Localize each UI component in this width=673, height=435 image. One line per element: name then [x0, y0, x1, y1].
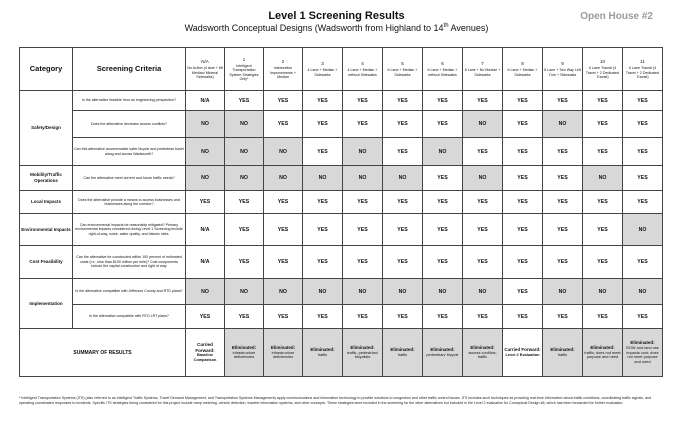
table-row — [20, 111, 663, 138]
alternative-name: 4 Lane + Median + without Sidewalks — [347, 68, 378, 77]
summary-cell — [186, 329, 225, 377]
alternative-name: Intelligent Transportation System Strategies Only* — [229, 64, 259, 81]
result-cell: YES — [423, 91, 463, 111]
result-cell: YES — [225, 91, 264, 111]
result-cell: YES — [503, 279, 543, 305]
result-cell: YES — [503, 111, 543, 138]
result-cell: YES — [623, 191, 663, 214]
result-cell: N/A — [186, 91, 225, 111]
result-cell: YES — [543, 91, 583, 111]
result-cell: YES — [583, 111, 623, 138]
alternative-name: Intersection Improvements + Median — [270, 66, 296, 79]
result-cell: YES — [264, 214, 303, 246]
criteria-cell: Can the alternative meet current and future traffic needs? — [73, 166, 186, 191]
alternative-number: 11 — [640, 59, 645, 65]
result-cell: YES — [503, 305, 543, 329]
category-cell: Safety/Design — [20, 91, 73, 166]
result-cell: NO — [186, 138, 225, 166]
result-cell: YES — [623, 111, 663, 138]
category-cell: Local Impacts — [20, 191, 73, 214]
page-header — [0, 10, 673, 40]
summary-cell — [303, 329, 343, 377]
result-cell: YES — [383, 111, 423, 138]
result-cell: YES — [583, 246, 623, 279]
result-cell: YES — [463, 91, 503, 111]
result-cell: NO — [543, 279, 583, 305]
alternative-name: 6 Lane + Median + without Sidewalks — [427, 68, 458, 77]
result-cell: YES — [423, 191, 463, 214]
table-header-row — [20, 48, 663, 91]
result-cell: YES — [623, 305, 663, 329]
alternative-number: 2 — [281, 59, 285, 65]
result-cell: YES — [383, 191, 423, 214]
summary-cell — [583, 329, 623, 377]
result-cell: NO — [225, 138, 264, 166]
alternative-name: 6 Lane + Median + Sidewalks — [507, 68, 538, 77]
result-cell: NO — [423, 138, 463, 166]
table-row — [20, 214, 663, 246]
summary-reason: pedestrian/ bicycle — [426, 351, 459, 357]
summary-reason: infrastructure deficiencies — [271, 349, 295, 360]
alternative-number: 3 — [321, 61, 324, 67]
alternative-number: 8 — [521, 61, 524, 67]
result-cell: YES — [583, 191, 623, 214]
alternative-column-header — [186, 48, 225, 91]
table-row — [20, 91, 663, 111]
result-cell: NO — [343, 138, 383, 166]
result-cell: NO — [264, 166, 303, 191]
alternative-column-header — [423, 48, 463, 91]
summary-reason: traffic, pedestrian/ bicyclists — [347, 349, 378, 360]
alternative-name: 6 Lane Transit (4 Travel + 2 Dedicated Transit) — [625, 66, 660, 79]
result-cell: YES — [383, 138, 423, 166]
alternative-column-header — [583, 48, 623, 91]
result-cell: YES — [423, 166, 463, 191]
criteria-cell: Can this alternative accommodate safer bicycle and pedestrian travel along and across Wadsworth? — [73, 138, 186, 166]
result-cell: YES — [583, 138, 623, 166]
alternative-name: 4 Lane + Median + Sidewalks — [307, 68, 338, 77]
summary-reason: Baseline Comparison — [193, 352, 217, 362]
category-cell: Cost Feasibility — [20, 246, 73, 279]
category-cell: Mobility/Traffic Operations — [20, 166, 73, 191]
result-cell: NO — [543, 111, 583, 138]
alternative-number: 7 — [481, 61, 484, 67]
summary-status: Eliminated: — [430, 347, 455, 353]
result-cell: YES — [303, 305, 343, 329]
category-column-header: Category — [20, 48, 73, 91]
result-cell: YES — [543, 214, 583, 246]
alternative-name: 6 Lane Transit (4 Travel + 2 Dedicated Transit) — [585, 66, 620, 79]
result-cell: YES — [543, 246, 583, 279]
result-cell: YES — [186, 191, 225, 214]
result-cell: YES — [264, 111, 303, 138]
result-cell: YES — [225, 246, 264, 279]
summary-reason: Level 2 Evaluation — [505, 351, 540, 357]
alternative-number: 1 — [242, 57, 246, 63]
footnote: * Intelligent Transportation Systems (ITS) (also referred to as Intelligent Traffic Systems, Travel Demand Management, and Transportation Systems Management) apply communications and information technology to provide solutions to congestion and other traffic control issues. ITS includes such techniques as providing real-time information about traffic conditions, coordinating traffic signals, and operating coordinated responses to incidents. Specific ITS strategies being considered for this project include ramp metering, vehicle detection, traveler information systems, and other concepts. These strategies were included in the screening for the other alternatives but included in the Level 2 evaluation for Conceptual Design #8, which has been forwarded for further evaluation. — [19, 396, 651, 405]
summary-reason: ROW and land use impacts cost; does not meet purpose and need — [626, 344, 659, 364]
summary-reason: infrastructure deficiencies — [232, 349, 256, 360]
result-cell: NO — [186, 166, 225, 191]
summary-cell — [343, 329, 383, 377]
result-cell: YES — [264, 305, 303, 329]
open-house-label: Open House #2 — [580, 11, 653, 22]
summary-cell — [423, 329, 463, 377]
summary-status: Eliminated: — [350, 345, 375, 351]
summary-status: Eliminated: — [470, 345, 495, 351]
result-cell: YES — [543, 166, 583, 191]
summary-reason: traffic — [397, 351, 408, 357]
table-row — [20, 246, 663, 279]
alternative-column-header — [264, 48, 303, 91]
summary-cell — [543, 329, 583, 377]
summary-status: Eliminated: — [390, 347, 415, 353]
alternative-column-header — [343, 48, 383, 91]
alternative-number: N/A — [201, 59, 209, 65]
result-cell: YES — [264, 191, 303, 214]
summary-status: Eliminated: — [550, 347, 575, 353]
summary-label: SUMMARY OF RESULTS — [20, 329, 186, 377]
result-cell: YES — [225, 191, 264, 214]
table-row — [20, 305, 663, 329]
summary-status: Eliminated: — [231, 345, 257, 351]
result-cell: NO — [343, 166, 383, 191]
result-cell: YES — [503, 191, 543, 214]
result-cell: YES — [623, 246, 663, 279]
result-cell: NO — [343, 279, 383, 305]
result-cell: YES — [264, 246, 303, 279]
summary-status: Eliminated: — [310, 347, 335, 353]
result-cell: NO — [225, 111, 264, 138]
result-cell: YES — [423, 214, 463, 246]
result-cell: YES — [343, 191, 383, 214]
summary-status: Carried Forward: — [504, 347, 541, 353]
result-cell: YES — [583, 91, 623, 111]
alternative-column-header — [463, 48, 503, 91]
result-cell: NO — [186, 111, 225, 138]
summary-status: Eliminated: — [590, 345, 615, 351]
alternative-column-header — [303, 48, 343, 91]
result-cell: YES — [225, 305, 264, 329]
alternative-column-header — [225, 48, 264, 91]
result-cell: YES — [543, 138, 583, 166]
summary-row — [20, 329, 663, 377]
result-cell: NO — [383, 279, 423, 305]
table-row — [20, 279, 663, 305]
result-cell: YES — [225, 214, 264, 246]
result-cell: YES — [623, 138, 663, 166]
result-cell: YES — [503, 166, 543, 191]
summary-reason: access conflicts, traffic — [468, 349, 497, 360]
result-cell: YES — [463, 214, 503, 246]
result-cell: YES — [186, 305, 225, 329]
alternative-name: 6 Lane + No Median + Sidewalks — [464, 68, 501, 77]
result-cell: YES — [343, 214, 383, 246]
result-cell: NO — [423, 279, 463, 305]
result-cell: YES — [623, 91, 663, 111]
result-cell: YES — [383, 91, 423, 111]
result-cell: NO — [225, 279, 264, 305]
result-cell: YES — [303, 191, 343, 214]
page-subtitle — [0, 23, 673, 33]
result-cell: NO — [383, 166, 423, 191]
summary-cell — [623, 329, 663, 377]
alternative-number: 6 — [441, 61, 444, 67]
summary-cell — [383, 329, 423, 377]
result-cell: YES — [383, 214, 423, 246]
summary-status: Eliminated: — [270, 345, 296, 351]
result-cell: YES — [463, 305, 503, 329]
result-cell: YES — [423, 111, 463, 138]
result-cell: NO — [186, 279, 225, 305]
result-cell: NO — [225, 166, 264, 191]
result-cell: YES — [463, 138, 503, 166]
result-cell: YES — [343, 111, 383, 138]
result-cell: YES — [583, 305, 623, 329]
criteria-cell: Can the alternative be constructed within 100 percent of estimated costs (i.e., less than $100 million per mile)? Cost components include the capital construction and right of way. — [73, 246, 186, 279]
result-cell: YES — [303, 246, 343, 279]
result-cell: YES — [383, 246, 423, 279]
table-row — [20, 166, 663, 191]
criteria-cell: Does the alternative provide a means to access businesses and businesses along the corridor? — [73, 191, 186, 214]
result-cell: YES — [463, 246, 503, 279]
result-cell: NO — [264, 138, 303, 166]
alternative-number: 4 — [361, 61, 364, 67]
summary-reason: traffic — [557, 351, 568, 357]
result-cell: YES — [423, 246, 463, 279]
result-cell: NO — [623, 214, 663, 246]
page-title: Level 1 Screening Results — [268, 10, 405, 22]
subtitle-suffix: th — [443, 23, 449, 29]
category-cell: Implementation — [20, 279, 73, 329]
alternative-number: 10 — [599, 59, 605, 65]
summary-cell — [264, 329, 303, 377]
criteria-cell: Is the alternative compatible with Jefferson County and RTD plans? — [73, 279, 186, 305]
alternative-name: 6 Lane + Median + Sidewalks — [387, 68, 418, 77]
subtitle-main: Wadsworth Conceptual Designs (Wadsworth from Highland to 14 — [184, 23, 444, 33]
summary-status: Eliminated: — [630, 340, 655, 346]
screening-results-table — [19, 47, 663, 377]
result-cell: YES — [264, 91, 303, 111]
alternative-column-header — [623, 48, 663, 91]
alternative-column-header — [543, 48, 583, 91]
result-cell: YES — [303, 91, 343, 111]
result-cell: NO — [583, 166, 623, 191]
criteria-cell: Can environmental impacts be reasonably mitigated? Primary environmental impacts considered during Level 1 Screening include right-of-way, noise, water quality, and historic sites. — [73, 214, 186, 246]
result-cell: YES — [503, 214, 543, 246]
result-cell: YES — [343, 91, 383, 111]
category-cell: Environmental Impacts — [20, 214, 73, 246]
alternative-name: No Action (4 lane + 6ft Median/ Minimal Sidewalks) — [187, 66, 223, 79]
result-cell: YES — [303, 214, 343, 246]
result-cell: YES — [343, 305, 383, 329]
summary-cell — [503, 329, 543, 377]
result-cell: N/A — [186, 246, 225, 279]
criteria-cell: Does the alternative decrease access conflicts? — [73, 111, 186, 138]
summary-reason: traffic — [317, 351, 328, 357]
alternative-number: 9 — [561, 61, 564, 67]
table-row — [20, 138, 663, 166]
alternative-column-header — [503, 48, 543, 91]
criteria-column-header: Screening Criteria — [73, 48, 186, 91]
alternative-number: 5 — [401, 61, 404, 67]
result-cell: NO — [463, 166, 503, 191]
table-row — [20, 191, 663, 214]
alternative-name: 6 Lane + Two Way Left Turn + Sidewalks — [544, 68, 581, 77]
result-cell: NO — [463, 279, 503, 305]
result-cell: YES — [503, 246, 543, 279]
criteria-cell: Is the alternative compatible with RTD LRT plans? — [73, 305, 186, 329]
result-cell: YES — [303, 111, 343, 138]
result-cell: YES — [623, 166, 663, 191]
summary-cell — [225, 329, 264, 377]
result-cell: NO — [623, 279, 663, 305]
result-cell: YES — [543, 191, 583, 214]
result-cell: YES — [463, 191, 503, 214]
result-cell: YES — [503, 91, 543, 111]
result-cell: YES — [383, 305, 423, 329]
summary-status: Carried Forward: — [195, 342, 215, 353]
result-cell: N/A — [186, 214, 225, 246]
criteria-cell: Is the alternative feasible from an engineering perspective? — [73, 91, 186, 111]
result-cell: YES — [423, 305, 463, 329]
result-cell: NO — [583, 279, 623, 305]
subtitle-end: Avenues) — [448, 23, 489, 33]
result-cell: YES — [303, 138, 343, 166]
result-cell: NO — [264, 279, 303, 305]
summary-reason: traffic; does not meet purpose and need — [584, 349, 621, 360]
result-cell: YES — [583, 214, 623, 246]
summary-cell — [463, 329, 503, 377]
result-cell: NO — [303, 279, 343, 305]
result-cell: YES — [543, 305, 583, 329]
result-cell: NO — [463, 111, 503, 138]
result-cell: YES — [343, 246, 383, 279]
alternative-column-header — [383, 48, 423, 91]
result-cell: YES — [503, 138, 543, 166]
result-cell: NO — [303, 166, 343, 191]
